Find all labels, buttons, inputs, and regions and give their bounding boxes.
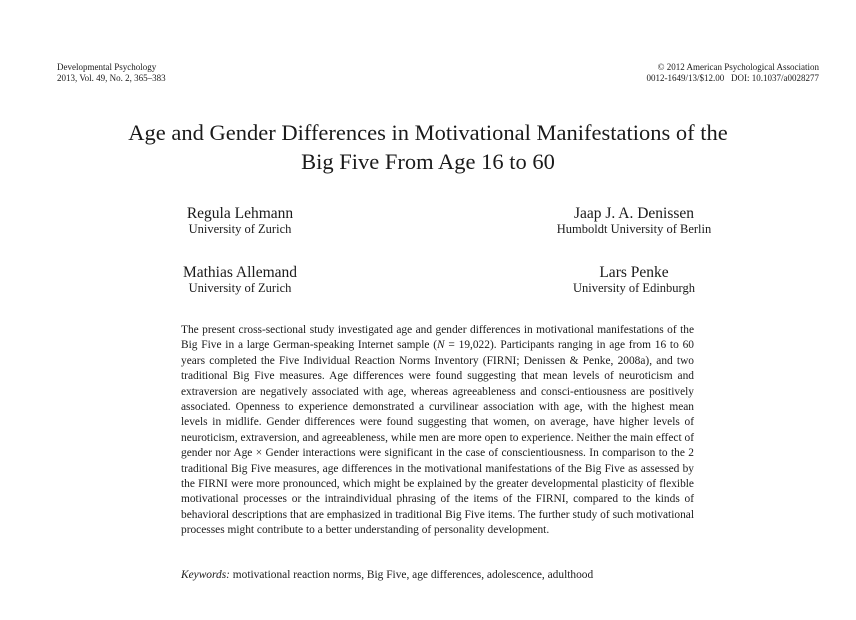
author-block [504,205,764,237]
abstract [181,323,694,539]
keywords-label: Keywords: [181,569,230,581]
author-name: Lars Penke [599,264,669,281]
author-affiliation: Humboldt University of Berlin [556,222,712,236]
author-block [110,264,370,296]
title-line-1: Age and Gender Differences in Motivational Manifestations of the [128,120,728,145]
sample-size-symbol: N [437,339,445,352]
doi-info: 0012-1649/13/$12.00 DOI: 10.1037/a0028277 [646,72,819,83]
title-line-2: Big Five From Age 16 to 60 [301,149,555,174]
author-block [504,264,764,296]
article-title [0,118,856,176]
abstract-text-part-1: The present cross-sectional study investigated age and gender differences in motivational manifestations of the Big Five in a large German-speaking Internet sample ( [181,324,694,352]
author-block [110,205,370,237]
journal-header [57,62,166,83]
author-name: Regula Lehmann [186,205,294,222]
volume-info: 2013, Vol. 49, No. 2, 365–383 [57,72,166,83]
keywords-text: motivational reaction norms, Big Five, age differences, adolescence, adulthood [232,569,594,581]
journal-name: Developmental Psychology [57,62,157,72]
author-name: Jaap J. A. Denissen [573,205,695,222]
author-affiliation: University of Edinburgh [573,281,695,295]
abstract-text-part-2: = 19,022). Participants ranging in age from 16 to 60 years completed the Five Individual Reaction Norms Inventory (FIRNI; Denissen & Penke, 2008a), and two traditional Big Five measures. Age differences were found suggesting that mean levels of neuroticism and extraversion are negatively associated with age, whereas agreeableness and consci-entiousness are positively associated. Openness to experience demonstrated a curvilinear association with age, with the highest mean levels in midlife. Gender differences were found suggesting that women, on average, have higher levels of neuroticism, extraversion, and agreeableness, while men are more open to experience. Neither the main effect of gender nor Age × Gender interactions were significant in the case of conscientiousness. In comparison to the 2 traditional Big Five measures, age differences in the motivational manifestations of the Big Five as assessed by the FIRNI were more pronounced, which might be explained by the greater developmental plasticity of flexible motivational processes or the intraindividual phrasing of the items of the FIRNI, compared to the kinds of behavioral descriptions that are emphasized in traditional Big Five items. The further study of such motivational processes might contribute to a better understanding of personality development. [181,339,694,537]
publisher-header [647,62,820,83]
author-affiliation: University of Zurich [188,222,292,236]
keywords [181,568,701,583]
copyright-notice: © 2012 American Psychological Association [657,62,819,72]
author-affiliation: University of Zurich [188,281,292,295]
author-name: Mathias Allemand [182,264,298,281]
